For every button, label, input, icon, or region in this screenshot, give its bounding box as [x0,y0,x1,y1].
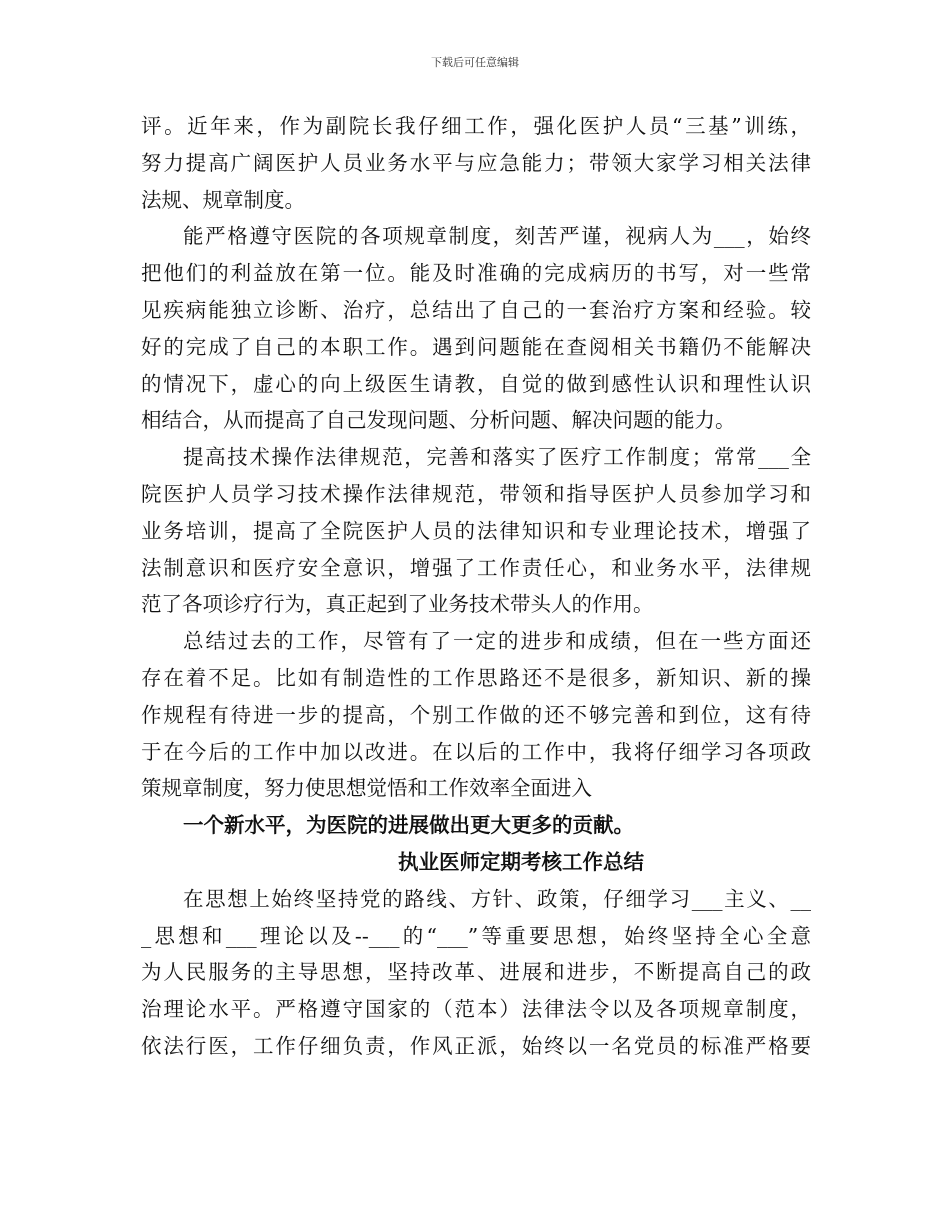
paragraph-2 [141,218,811,439]
text-line: 好的完成了自己的本职工作。遇到问题能在查阅相关书籍仍不能解决 [141,334,811,359]
text-line: 总结过去的工作，尽管有了一定的进步和成绩，但在一些方面还 [183,629,811,654]
text-line: 治理论水平。严格遵守国家的（范本）法律法令以及各项规章制度， [141,997,811,1022]
text-line: 院医护人员学习技术操作法律规范，带领和指导医护人员参加学习和 [141,481,811,506]
text-line: 提高技术操作法律规范，完善和落实了医疗工作制度；常常___全 [183,445,811,470]
text-line: 范了各项诊疗行为，真正起到了业务技术带头人的作用。 [141,592,654,617]
text-line: 努力提高广阔医护人员业务水平与应急能力；带领大家学习相关法律 [141,150,811,175]
paragraph-3 [141,439,811,623]
text-line: 在思想上始终坚持党的路线、方针、政策，仔细学习___主义、__ [183,886,811,911]
text-line: 把他们的利益放在第一位。能及时准确的完成病历的书写，对一些常 [141,261,811,286]
section-title: 执业医师定期考核工作总结 [398,849,644,874]
text-line: 法制意识和医疗安全意识，增强了工作责任心，和业务水平，法律规 [141,555,811,580]
text-line: 作规程有待进一步的提高，个别工作做的还不够完善和到位，这有待 [141,702,811,727]
text-line: 依法行医，工作仔细负责，作风正派，始终以一名党员的标准严格要 [141,1033,811,1058]
page-header: 下载后可任意编辑 [431,56,519,69]
text-line: 相结合，从而提高了自己发现问题、分析问题、解决问题的能力。 [141,408,736,433]
text-line: 见疾病能独立诊断、治疗，总结出了自己的一套治疗方案和经验。较 [141,297,811,322]
bold-conclusion-line: 一个新水平，为医院的进展做出更大更多的贡献。 [183,813,634,838]
paragraph-4 [141,623,811,807]
text-line: 评。近年来，作为副院长我仔细工作，强化医护人员“三基”训练， [141,114,811,138]
document-body [141,108,811,1065]
paragraph-1 [141,108,811,218]
paragraph-5 [141,881,811,1065]
text-line: 能严格遵守医院的各项规章制度，刻苦严谨，视病人为___，始终 [183,224,811,249]
text-line: 策规章制度，努力使思想觉悟和工作效率全面进入 [141,776,592,801]
text-line: 的情况下，虚心的向上级医生请教，自觉的做到感性认识和理性认识 [141,371,811,396]
text-line: 为人民服务的主导思想，坚持改革、进展和进步，不断提高自己的政 [141,960,811,985]
text-line: 业务培训，提高了全院医护人员的法律知识和专业理论技术，增强了 [141,518,811,543]
text-line: _思想和___理论以及--___的“___”等重要思想，始终坚持全心全意 [141,923,811,948]
text-line: 存在着不足。比如有制造性的工作思路还不是很多，新知识、新的操 [141,665,811,690]
text-line: 于在今后的工作中加以改进。在以后的工作中，我将仔细学习各项政 [141,739,811,764]
text-line: 法规、规章制度。 [141,187,305,212]
